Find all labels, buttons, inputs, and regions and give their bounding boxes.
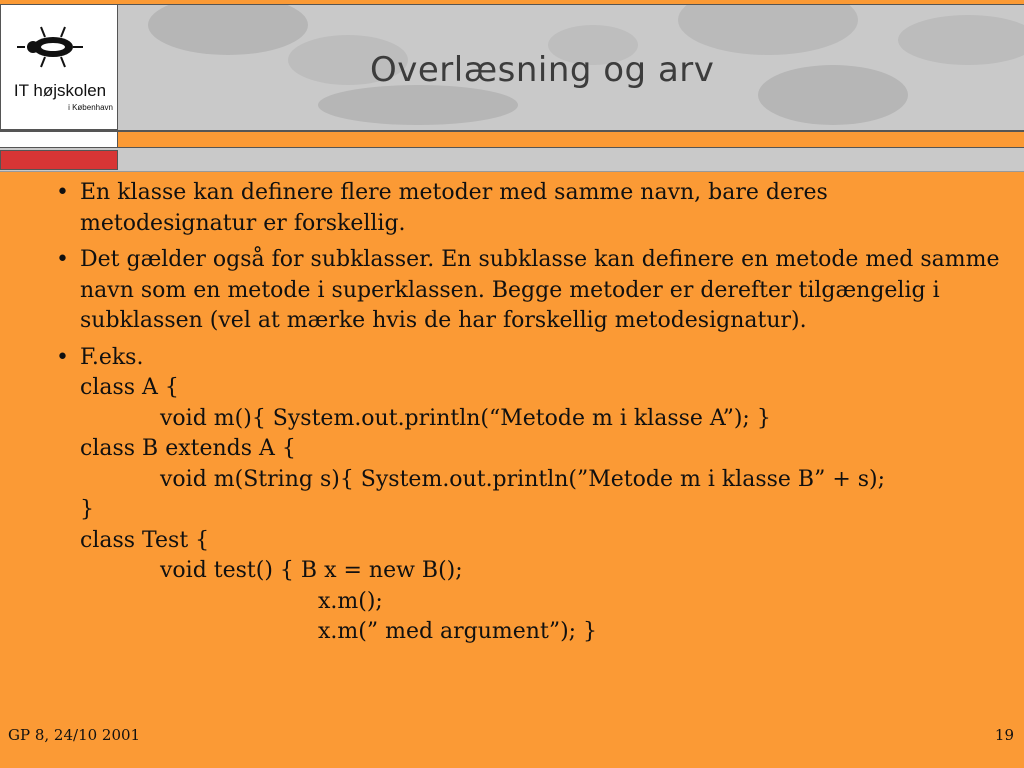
- code-line: void test() { B x = new B();: [160, 558, 463, 583]
- code-line: void m(String s){ System.out.println(”Metode m i klasse B” + s);: [160, 466, 886, 492]
- header-stripe: [0, 130, 1024, 148]
- example-label: F.eks.: [80, 344, 144, 370]
- logo: [0, 4, 118, 130]
- red-accent-block: [0, 150, 118, 170]
- bug-logo-icon: [15, 23, 85, 69]
- bullet-text: Det gælder også for subklasser. En subklasse kan definere en metode med samme navn som en metode i superklassen. Begge metoder er derefter tilgængelig i subklassen (vel at mærke hvis de har forskellig metodesignatur).: [80, 247, 1000, 333]
- code-line: }: [80, 497, 94, 522]
- code-line: void m(){ System.out.println(“Metode m i klasse A”); }: [160, 405, 771, 431]
- bullet-text: En klasse kan definere flere metoder med samme navn, bare deres metodesignatur er forskellig.: [80, 180, 828, 236]
- bullet-item: [56, 245, 1006, 337]
- slide-title: Overlæsning og arv: [370, 50, 715, 90]
- code-line: x.m(” med argument”); }: [318, 619, 598, 644]
- bullet-dot-icon: •: [56, 344, 69, 370]
- header-stripe-lower: [0, 148, 1024, 172]
- logo-subtitle: i København: [68, 103, 113, 112]
- logo-name: IT højskolen: [13, 81, 107, 100]
- code-line: class B extends A {: [80, 436, 296, 461]
- page-number: 19: [994, 726, 1014, 744]
- slide-body: [56, 178, 1006, 654]
- bullet-dot-icon: •: [56, 180, 69, 205]
- bullet-item: [56, 178, 1006, 239]
- code-line: class Test {: [80, 527, 210, 553]
- code-line: class A {: [80, 375, 179, 400]
- bullet-item-example: [56, 343, 1006, 648]
- footer-date: GP 8, 24/10 2001: [8, 726, 141, 744]
- code-line: x.m();: [318, 588, 383, 614]
- bullet-dot-icon: •: [56, 247, 69, 272]
